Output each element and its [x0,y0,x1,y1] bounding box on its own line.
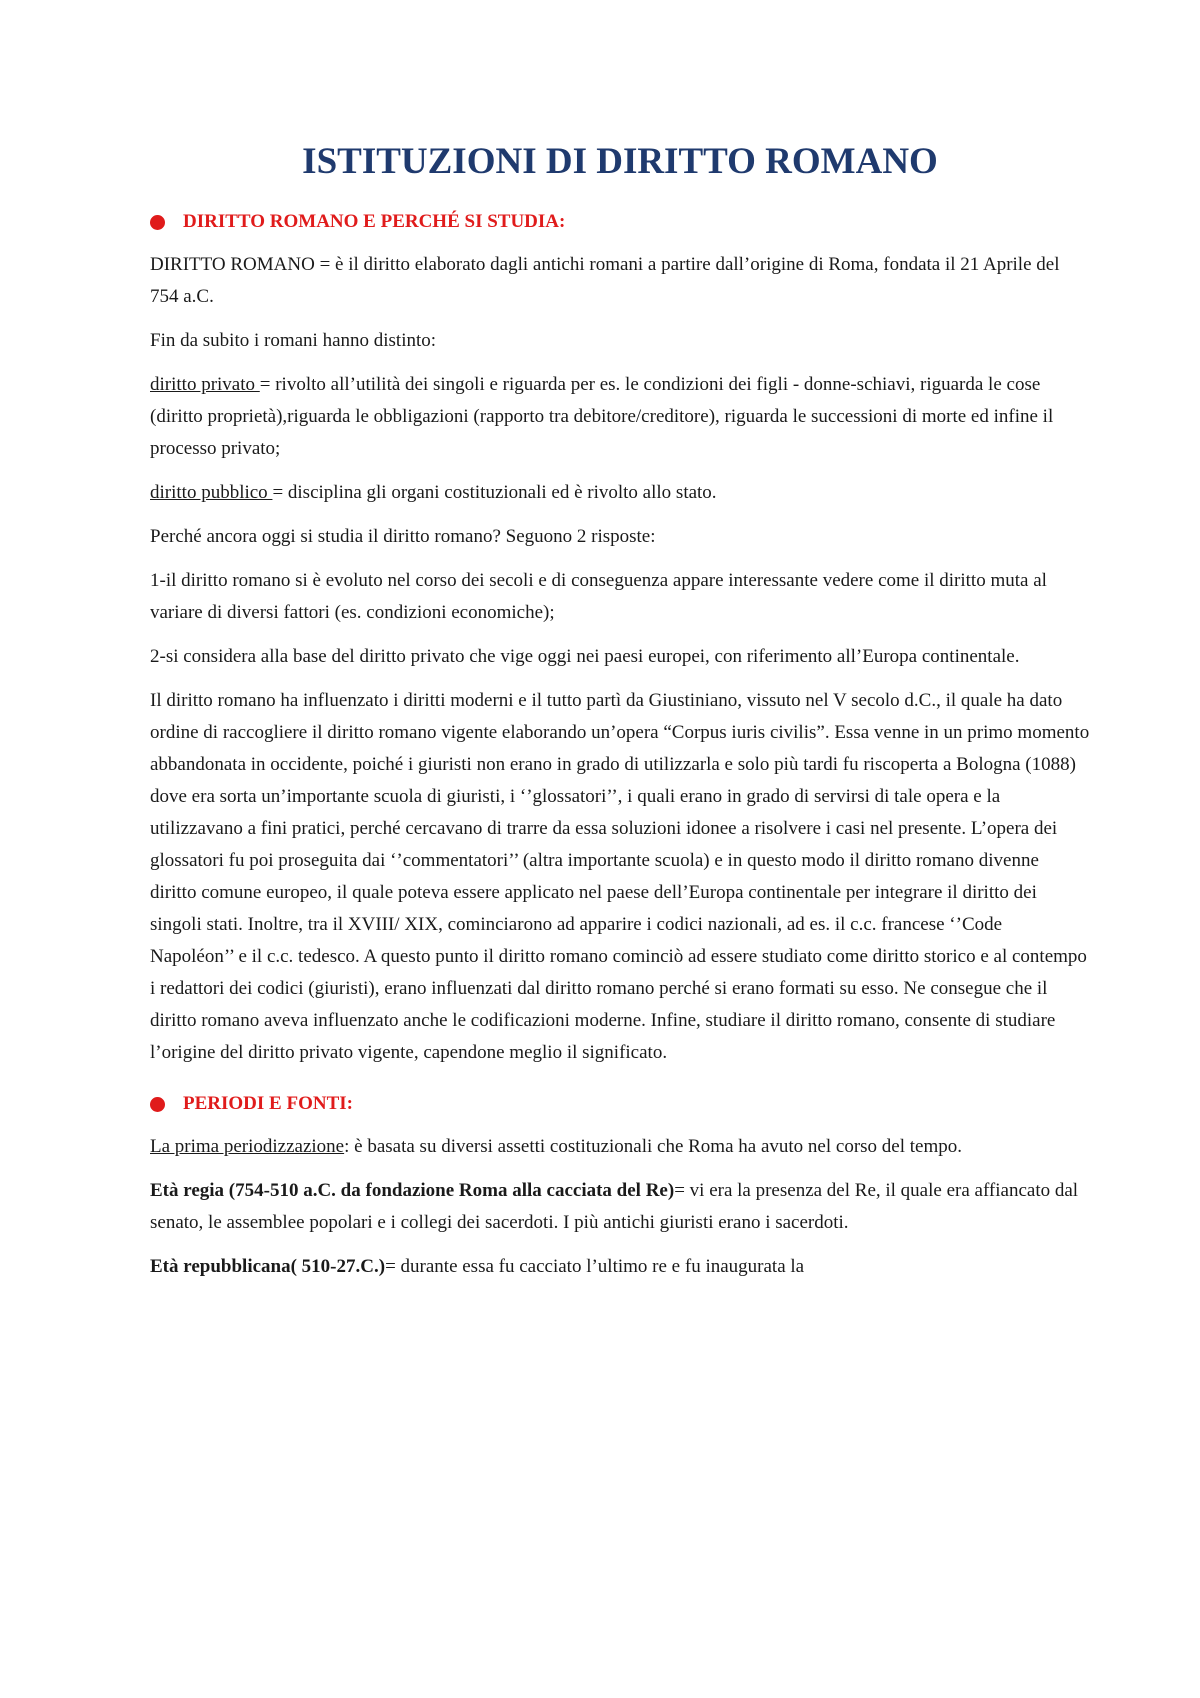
section-heading-periodi-fonti [150,1093,1090,1115]
term-prima-periodizzazione: La prima periodizzazione [150,1136,345,1157]
term-diritto-privato: diritto privato [150,374,260,395]
definition-diritto-pubblico: = disciplina gli organi costituzionali ed è rivolto allo stato. [272,482,717,503]
document-page [150,140,1090,1295]
section-heading-diritto-romano [150,211,1090,233]
paragraph-history: Il diritto romano ha influenzato i diritti moderni e il tutto partì da Giustiniano, vissuto nel V secolo d.C., il quale ha dato ordine di raccogliere il diritto romano vigente elaborando un’opera “Corpus iuris civilis”. Essa venne in un primo momento abbandonata in occidente, poiché i giuristi non erano in grado di utilizzarla e solo più tardi fu riscoperta a Bologna (1088) dove era sorta un’importante scuola di giuristi, i ‘’glossatori’’, i quali erano in grado di servirsi di tale opera e la utilizzavano a fini pratici, perché cercavano di trarre da essa soluzioni idonee a risolvere i casi nel presente. L’opera dei glossatori fu poi proseguita dai ‘’commentatori’’ (altra importante scuola) e in questo modo il diritto romano divenne diritto comune europeo, il quale poteva essere applicato nel paese dell’Europa continentale per integrare il diritto dei singoli stati. Inoltre, tra il XVIII/ XIX, cominciarono ad apparire i codici nazionali, ad es. il c.c. francese ‘’Code Napoléon’’ e il c.c. tedesco. A questo punto il diritto romano cominciò ad essere studiato come diritto storico e al contempo i redattori dei codici (giuristi), erano influenzati dal diritto romano perché si erano formati su esso. Ne consegue che il diritto romano aveva influenzato anche le codificazioni moderne. Infine, studiare il diritto romano, consente di studiare l’origine del diritto privato vigente, capendone meglio il significato. [150,690,1090,1063]
section-heading-text: PERIODI E FONTI: [183,1093,353,1114]
paragraph-answer-2: 2-si considera alla base del diritto privato che vige oggi nei paesi europei, con riferimento all’Europa continentale. [150,646,1020,667]
paragraph-diritto-pubblico [150,477,1090,509]
paragraph-answer-1: 1-il diritto romano si è evoluto nel corso dei secoli e di conseguenza appare interessante vedere come il diritto muta al variare di diversi fattori (es. condizioni economiche); [150,570,1047,623]
definition-diritto-privato: = rivolto all’utilità dei singoli e riguarda per es. le condizioni dei figli - donne-schiavi, riguarda le cose (diritto proprietà),riguarda le obbligazioni (rapporto tra debitore/creditore), riguarda le successioni di morte ed infine il processo privato; [150,374,1054,459]
term-eta-repubblicana: Età repubblicana( 510-27.C.) [150,1256,386,1277]
paragraph-prima-periodizzazione [150,1131,1090,1163]
document-title: ISTITUZIONI DI DIRITTO ROMANO [302,141,938,182]
term-eta-regia: Età regia (754-510 a.C. da fondazione Roma alla cacciata del Re) [150,1180,675,1201]
paragraph-question: Perché ancora oggi si studia il diritto romano? Seguono 2 risposte: [150,526,656,547]
definition-eta-repubblicana: = durante essa fu cacciato l’ultimo re e fu inaugurata la [385,1256,805,1277]
term-diritto-pubblico: diritto pubblico [150,482,273,503]
definition-eta-regia: = vi era la presenza del Re, il quale era affiancato dal senato, le assemblee popolari e i collegi dei sacerdoti. I più antichi giuristi erano i sacerdoti. [150,1180,1079,1233]
definition-prima-periodizzazione: : è basata su diversi assetti costituzionali che Roma ha avuto nel corso del tempo. [344,1136,962,1157]
red-circle-bullet-icon [150,1097,165,1112]
paragraph-eta-regia [150,1175,1090,1239]
paragraph-definition: DIRITTO ROMANO = è il diritto elaborato dagli antichi romani a partire dall’origine di Roma, fondata il 21 Aprile del 754 a.C. [150,254,1060,307]
section-heading-text: DIRITTO ROMANO E PERCHÉ SI STUDIA: [183,211,566,232]
paragraph-eta-repubblicana [150,1251,1090,1283]
red-circle-bullet-icon [150,215,165,230]
paragraph-diritto-privato [150,369,1090,465]
paragraph-intro-distinction: Fin da subito i romani hanno distinto: [150,330,437,351]
